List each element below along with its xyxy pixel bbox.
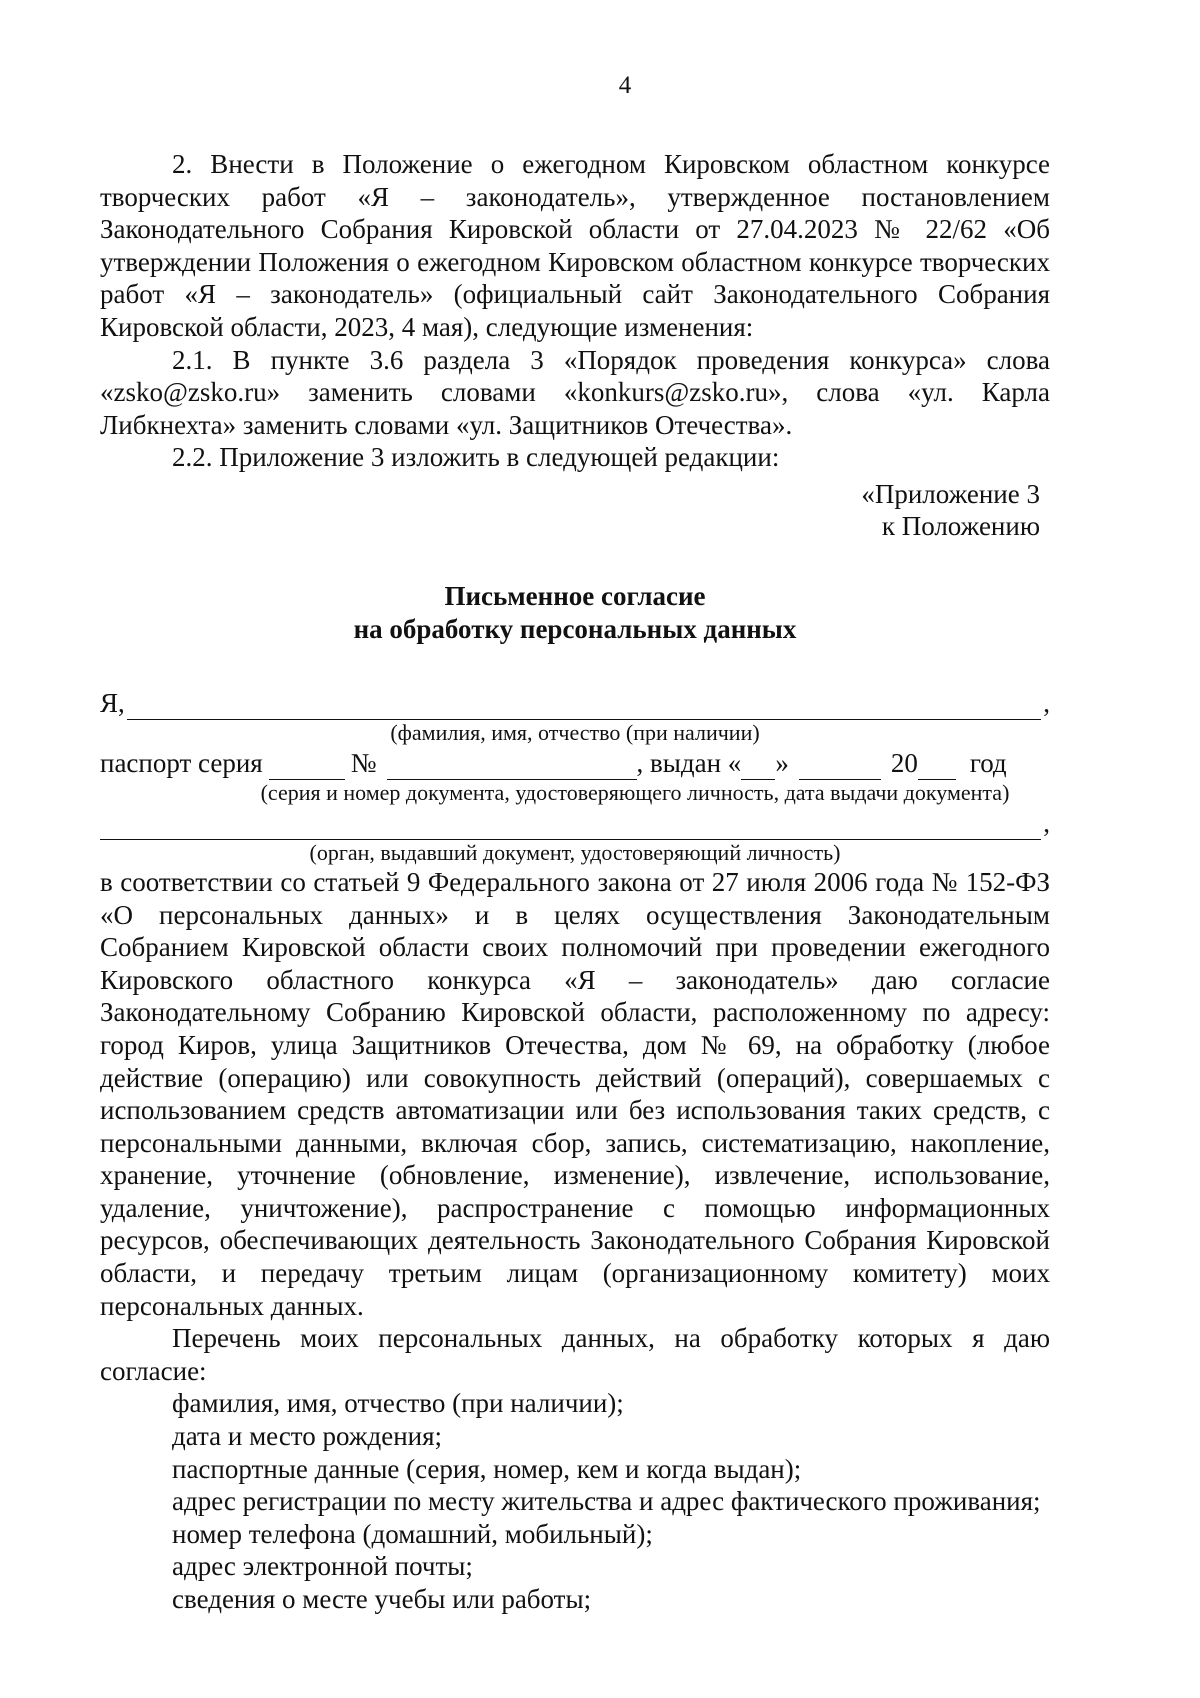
appendix-label-line-1: «Приложение 3 bbox=[861, 478, 1040, 509]
document-body bbox=[100, 148, 1050, 1616]
hint-name: (фамилия, имя, отчество (при наличии) bbox=[390, 719, 760, 745]
list-item: сведения о месте учебы или работы; bbox=[172, 1584, 592, 1614]
paragraph-2-2: 2.2. Приложение 3 изложить в следующей редакции: bbox=[172, 442, 780, 473]
name-field-line[interactable] bbox=[127, 695, 1041, 720]
form-row-issuer bbox=[100, 806, 1050, 840]
paragraph-2: 2. Внести в Положение о ежегодном Кировском областном конкурсе творческих работ «Я – законодатель», утвержденное постановлением Законодательного Собрания Кировской области от 27.04.2023 № 22/62 «Об утверждении Положения о ежегодном Кировском областном конкурсе творческих работ «Я – законодатель» (официальный сайт Законодательного Собрания Кировской области, 2023, 4 мая), следующие изменения: bbox=[100, 149, 1050, 342]
issue-quote-close: » bbox=[775, 748, 789, 779]
appendix-label bbox=[100, 478, 1040, 542]
list-item: дата и место рождения; bbox=[172, 1421, 443, 1452]
hint-document: (серия и номер документа, удостоверяющего личность, дата выдачи документа) bbox=[260, 779, 1010, 805]
consent-title-line-1: Письменное согласие bbox=[444, 580, 706, 611]
list-item: адрес электронной почты; bbox=[172, 1551, 473, 1582]
form-row-passport bbox=[100, 746, 1050, 780]
year-label: год bbox=[969, 748, 1007, 779]
consent-title bbox=[100, 580, 1050, 646]
paragraph-2-1: 2.1. В пункте 3.6 раздела 3 «Порядок проведения конкурса» слова «zsko@zsko.ru» заменить словами «konkurs@zsko.ru», слова «ул. Карла Либкнехта» заменить словами «ул. Защитников Отечества». bbox=[100, 344, 1050, 440]
consent-form bbox=[100, 686, 1050, 866]
list-item: фамилия, имя, отчество (при наличии); bbox=[172, 1388, 624, 1419]
issue-month-field-line[interactable] bbox=[799, 755, 881, 780]
hint-issuer: (орган, выдавший документ, удостоверяющий личность) bbox=[309, 839, 841, 865]
appendix-label-line-2: к Положению bbox=[881, 510, 1040, 541]
issue-year-field-line[interactable] bbox=[918, 755, 956, 780]
passport-series-field-line[interactable] bbox=[269, 755, 345, 780]
passport-number-label: № bbox=[350, 748, 377, 779]
consent-title-line-2: на обработку персональных данных bbox=[353, 613, 797, 644]
passport-number-field-line[interactable] bbox=[387, 755, 637, 780]
form-comma-2: , bbox=[1043, 808, 1050, 839]
page-number: 4 bbox=[618, 72, 632, 99]
list-intro: Перечень моих персональных данных, на обработку которых я даю согласие: bbox=[100, 1323, 1050, 1386]
issue-day-field-line[interactable] bbox=[741, 755, 775, 780]
form-comma: , bbox=[1043, 688, 1050, 719]
form-label-ya: Я, bbox=[100, 688, 125, 719]
form-row-name bbox=[100, 686, 1050, 720]
personal-data-list bbox=[100, 1387, 1050, 1615]
issued-label: , выдан « bbox=[636, 748, 742, 779]
list-item: номер телефона (домашний, мобильный); bbox=[172, 1518, 653, 1549]
year-prefix: 20 bbox=[890, 748, 918, 779]
list-item: адрес регистрации по месту жительства и адрес фактического проживания; bbox=[172, 1486, 1041, 1517]
passport-series-label: паспорт серия bbox=[100, 748, 263, 779]
issuer-field-line[interactable] bbox=[100, 815, 1041, 840]
consent-text: в соответствии со статьей 9 Федерального закона от 27 июля 2006 года № 152-ФЗ «О персональных данных» и в целях осуществления Законодательным Собранием Кировской области своих полномочий при проведении ежегодного Кировского областного конкурса «Я – законодатель» даю согласие Законодательному Собранию Кировской области, расположенному по адресу: город Киров, улица Защитников Отечества, дом № 69, на обработку (любое действие (операцию) или совокупность действий (операций), совершаемых с использованием средств автоматизации или без использования таких средств, с персональными данными, включая сбор, запись, систематизацию, накопление, хранение, уточнение (обновление, изменение), извлечение, использование, удаление, уничтожение), распространение с помощью информационных ресурсов, обеспечивающих деятельность Законодательного Собрания Кировской области, и передачу третьим лицам (организационному комитету) моих персональных данных. bbox=[100, 866, 1050, 1321]
list-item: паспортные данные (серия, номер, кем и когда выдан); bbox=[172, 1453, 802, 1484]
